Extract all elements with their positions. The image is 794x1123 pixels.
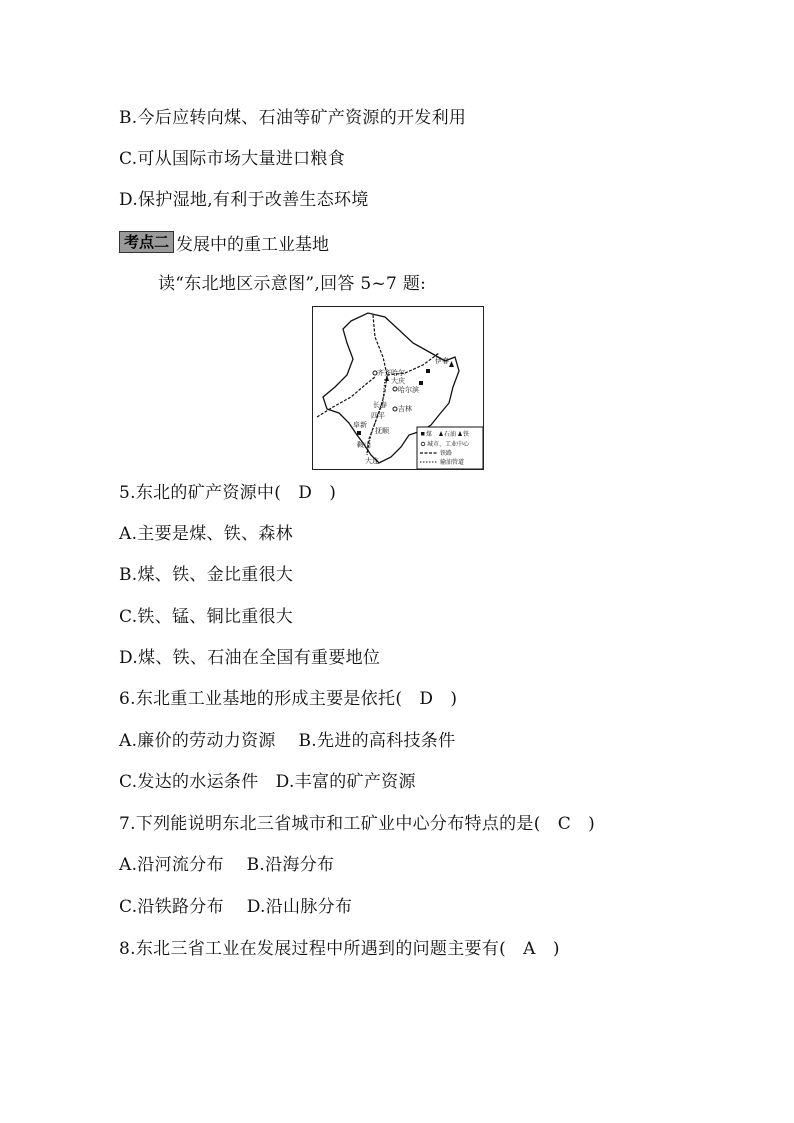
map-label-dalian: 大连	[365, 457, 379, 465]
question-5-option-c: C.铁、锰、铜比重很大	[119, 607, 294, 627]
map-label-jilin: 吉林	[398, 405, 412, 413]
map-label-fushun: 抚顺	[375, 427, 389, 435]
legend-city: 城市、工业中心	[427, 441, 470, 448]
question-8-stem: 8.东北三省工业在发展过程中所遇到的问题主要有( A )	[119, 939, 560, 959]
map-svg	[313, 307, 483, 469]
iron-marker	[449, 361, 454, 367]
legend-city-icon	[421, 442, 425, 446]
legend-oil: 石油	[444, 431, 457, 438]
question-7-options-cd: C.沿铁路分布 D.沿山脉分布	[119, 897, 353, 917]
map-label-qiqihar: 齐齐哈尔	[377, 369, 405, 377]
question-7-options-ab: A.沿河流分布 B.沿海分布	[119, 855, 335, 875]
question-5-option-a: A.主要是煤、铁、森林	[119, 524, 293, 544]
legend-railway: 铁路	[440, 450, 453, 457]
map-label-yichun: 伊春	[435, 357, 449, 365]
railway-line-3	[317, 377, 375, 417]
legend-coal: 煤	[426, 431, 433, 438]
map-label-changchun: 长春	[373, 401, 387, 409]
legend-pipeline: 输油管道	[440, 459, 465, 466]
option-d-prev: D.保护湿地,有利于改善生态环境	[119, 190, 369, 210]
northeast-map	[312, 306, 484, 470]
question-7-stem: 7.下列能说明东北三省城市和工矿业中心分布特点的是( C )	[119, 814, 596, 834]
map-label-siping: 四平	[371, 412, 385, 420]
coal-marker	[419, 381, 423, 385]
question-5-option-d: D.煤、铁、石油在全国有重要地位	[119, 648, 381, 668]
option-b-prev: B.今后应转向煤、石油等矿产资源的开发利用	[119, 108, 467, 128]
map-label-harbin: 哈尔滨	[398, 386, 419, 394]
section-title: 发展中的重工业基地	[176, 234, 330, 255]
section-tag: 考点二	[119, 231, 174, 253]
question-6-stem: 6.东北重工业基地的形成主要是依托( D )	[119, 689, 458, 709]
coal-marker	[357, 431, 361, 435]
map-label-fuxin: 阜新	[353, 421, 367, 429]
section-heading	[119, 230, 329, 254]
city-marker	[393, 407, 397, 411]
question-5-option-b: B.煤、铁、金比重很大	[119, 565, 294, 585]
coal-marker	[426, 369, 430, 373]
question-6-options-cd: C.发达的水运条件 D.丰富的矿产资源	[119, 772, 416, 792]
legend-iron: 铁	[463, 431, 470, 438]
question-5-stem: 5.东北的矿产资源中( D )	[119, 483, 337, 503]
question-6-options-ab: A.廉价的劳动力资源 B.先进的高科技条件	[119, 731, 456, 751]
map-legend	[417, 427, 483, 469]
map-label-daqing: 大庆	[391, 377, 405, 385]
city-marker	[393, 387, 397, 391]
intro-text: 读“东北地区示意图”,回答 5~7 题:	[158, 274, 427, 294]
map-label-anshan: 鞍山	[357, 441, 371, 449]
legend-coal-icon	[421, 432, 425, 436]
option-c-prev: C.可从国际市场大量进口粮食	[119, 149, 346, 169]
